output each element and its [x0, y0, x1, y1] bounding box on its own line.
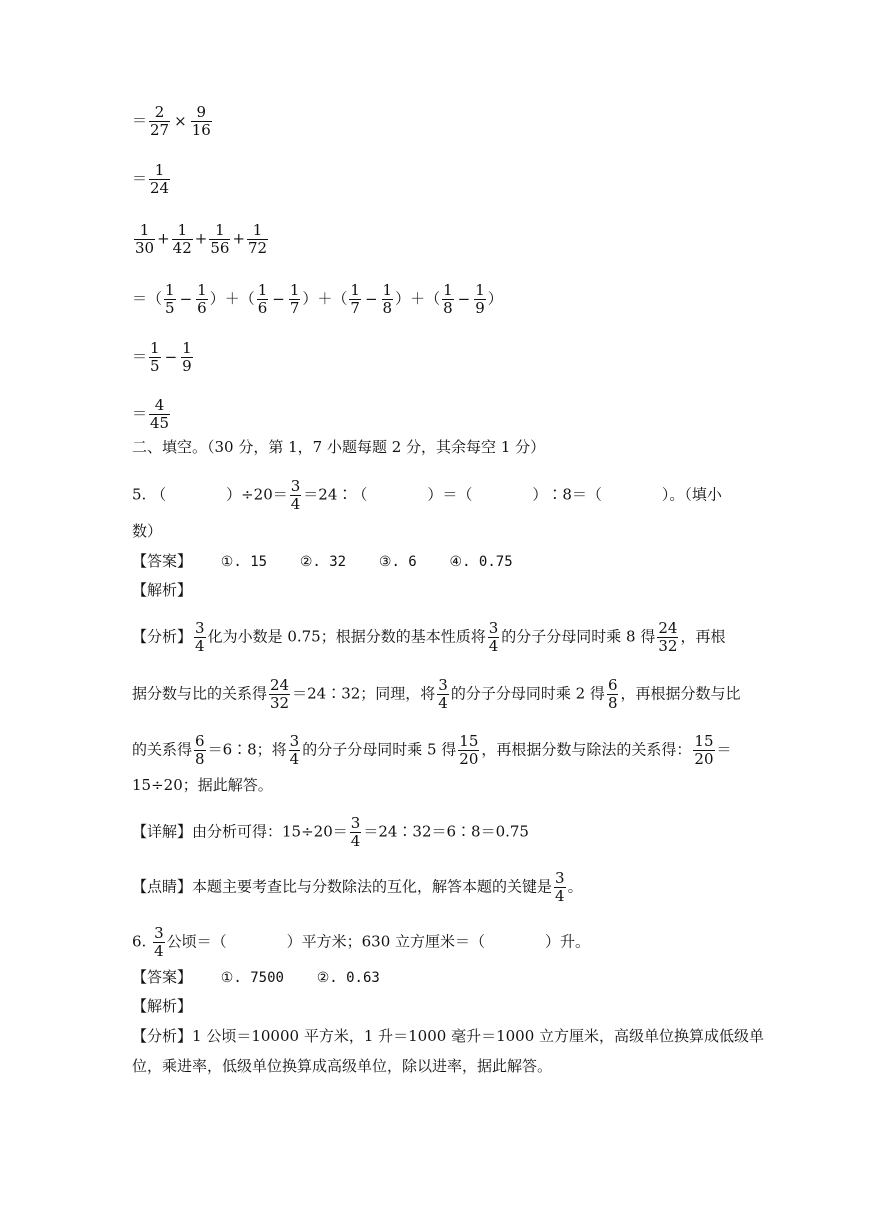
fraction [194, 620, 206, 655]
denominator: 72 [248, 239, 268, 257]
numerator: 1 [382, 281, 393, 299]
question-text: （ ）÷20＝ [151, 485, 288, 504]
close-paren: ） [487, 289, 503, 308]
numerator: 4 [154, 396, 165, 414]
fraction [350, 815, 362, 850]
point-tag: 【点睛】 [132, 877, 193, 896]
analysis-line-1 [132, 1026, 764, 1046]
detail-line [132, 815, 529, 850]
denominator: 32 [658, 637, 678, 655]
denominator: 8 [382, 299, 393, 317]
minus-sign: − [179, 289, 193, 308]
minus-sign: − [364, 289, 378, 308]
fraction [149, 162, 170, 197]
fraction [554, 870, 566, 905]
answer-item: ①. 7500 [220, 970, 284, 986]
analysis-label: 【解析】 [132, 581, 193, 599]
fraction [607, 677, 619, 712]
fraction [442, 282, 454, 317]
answer-item: ③. 6 [378, 554, 417, 570]
analysis-text: 的分子分母同时乘 5 得 [302, 740, 457, 759]
numerator: 1 [182, 339, 192, 357]
point-line [132, 870, 583, 905]
numerator: 15 [694, 732, 714, 750]
numerator: 1 [252, 221, 263, 239]
minus-sign: − [164, 347, 178, 366]
question-text: 公顷＝（ ）平方米；630 立方厘米＝（ ）升。 [166, 932, 591, 951]
denominator: 4 [154, 942, 164, 960]
numerator: 24 [270, 676, 290, 694]
denominator: 45 [150, 414, 170, 432]
analysis-text: ，再根 [680, 627, 726, 646]
answer-label: 【答案】 [132, 552, 193, 570]
calc-telescoped [132, 340, 195, 375]
denominator: 4 [555, 887, 565, 905]
question-text: ＝24∶（ ）＝（ ）∶8＝（ ）。（填小 [303, 485, 722, 504]
calc-split-expression [132, 282, 503, 317]
point-text: 。 [567, 877, 583, 896]
numerator: 1 [289, 281, 300, 299]
plus-sign: + [157, 229, 170, 248]
numerator: 3 [195, 619, 205, 637]
denominator: 9 [475, 299, 485, 317]
fraction [149, 397, 170, 432]
numerator: 3 [555, 869, 565, 887]
numerator: 6 [195, 732, 205, 750]
question-number: 5. [132, 485, 147, 504]
fraction [196, 282, 208, 317]
plus-sign: + [194, 229, 208, 248]
numerator: 1 [154, 161, 165, 179]
numerator: 1 [475, 281, 485, 299]
calc-sum-expression [132, 222, 270, 257]
fraction [257, 282, 269, 317]
numerator: 1 [350, 281, 360, 299]
calc-step-1 [132, 104, 214, 139]
numerator: 1 [443, 281, 453, 299]
numerator: 1 [257, 281, 268, 299]
denominator: 4 [438, 694, 448, 712]
question-5-cont: 数） [132, 522, 163, 540]
fraction [382, 282, 394, 317]
fraction [474, 282, 486, 317]
fraction [149, 340, 161, 375]
denominator: 7 [289, 299, 300, 317]
denominator: 8 [443, 299, 453, 317]
denominator: 32 [270, 694, 290, 712]
numerator: 3 [438, 676, 448, 694]
question-5 [132, 478, 722, 513]
equals-sign: ＝ [132, 111, 148, 130]
fraction [247, 222, 268, 257]
numerator: 9 [196, 103, 206, 121]
fraction [290, 478, 302, 513]
fraction [181, 340, 193, 375]
answer-item: ①. 15 [220, 554, 268, 570]
answer-item: ②. 32 [299, 554, 347, 570]
analysis-text: ＝24∶32；同理，将 [292, 684, 436, 703]
analysis-text: 据分数与比的关系得 [132, 684, 268, 703]
numerator: 24 [658, 619, 678, 637]
question-number: 6. [132, 932, 147, 951]
denominator: 5 [150, 357, 160, 375]
answer-item: ④. 0.75 [449, 554, 513, 570]
analysis-text: ＝6∶8；将 [207, 740, 287, 759]
plus-sign: + [232, 229, 246, 248]
calc-result [132, 397, 172, 432]
detail-tag: 【详解】 [132, 822, 193, 841]
fraction [693, 733, 714, 768]
detail-text: ＝24∶32＝6∶8＝0.75 [363, 822, 529, 841]
section-heading: 二、填空。（30 分，第 1，7 小题每题 2 分，其余每空 1 分） [132, 438, 546, 456]
denominator: 4 [195, 637, 205, 655]
analysis-label: 【解析】 [132, 997, 193, 1015]
detail-text: 由分析可得：15÷20＝ [192, 822, 348, 841]
analysis-line-2: 位，乘进率，低级单位换算成高级单位，除以进率，据此解答。 [132, 1057, 553, 1075]
minus-sign: − [272, 289, 285, 308]
fraction [289, 733, 301, 768]
denominator: 30 [135, 239, 155, 257]
analysis-line-2 [132, 677, 741, 712]
denominator: 6 [257, 299, 268, 317]
paren-plus: ）＋（ [209, 289, 255, 308]
numerator: 1 [177, 221, 187, 239]
analysis-text: ＝ [716, 740, 732, 759]
fraction [657, 620, 678, 655]
analysis-text: 的分子分母同时乘 2 得 [450, 684, 605, 703]
fraction [191, 104, 212, 139]
numerator: 2 [154, 103, 165, 121]
numerator: 3 [290, 477, 301, 495]
fraction [458, 733, 479, 768]
denominator: 20 [459, 750, 479, 768]
numerator: 6 [607, 676, 618, 694]
paren-plus: ）＋（ [302, 289, 348, 308]
analysis-line-1 [132, 620, 725, 655]
question-6 [132, 925, 590, 960]
analysis-text: ，再根据分数与除法的关系得： [481, 740, 692, 759]
numerator: 15 [459, 732, 479, 750]
numerator: 1 [139, 221, 150, 239]
analysis-text: 的关系得 [132, 740, 193, 759]
fraction [153, 925, 165, 960]
answer-label: 【答案】 [132, 968, 193, 986]
denominator: 4 [289, 750, 300, 768]
denominator: 27 [150, 121, 170, 139]
fraction [289, 282, 301, 317]
fraction [164, 282, 176, 317]
denominator: 6 [197, 299, 207, 317]
equals-sign: ＝ [132, 347, 148, 366]
numerator: 3 [154, 924, 164, 942]
fraction [149, 104, 170, 139]
denominator: 56 [210, 239, 230, 257]
fraction [269, 677, 290, 712]
analysis-text: 1 公顷＝10000 平方米，1 升＝1000 毫升＝1000 立方厘米，高级单位换算成低级单 [192, 1027, 765, 1045]
analysis-text: 化为小数是 0.75；根据分数的基本性质将 [207, 627, 486, 646]
equals-sign: ＝ [132, 404, 148, 423]
analysis-tag: 【分析】 [132, 627, 193, 646]
numerator: 1 [215, 221, 225, 239]
analysis-text: 的分子分母同时乘 8 得 [501, 627, 656, 646]
fraction [172, 222, 193, 257]
fraction [437, 677, 449, 712]
denominator: 7 [350, 299, 360, 317]
equals-sign: ＝ [132, 169, 148, 188]
numerator: 3 [488, 619, 499, 637]
fraction [349, 282, 361, 317]
numerator: 1 [165, 281, 175, 299]
point-text: 本题主要考查比与分数除法的互化，解答本题的关键是 [192, 877, 553, 896]
analysis-text: ，再根据分数与比 [620, 684, 741, 703]
answer-row [132, 551, 513, 572]
answer-item: ②. 0.63 [316, 970, 380, 986]
denominator: 24 [150, 179, 170, 197]
equals-paren: ＝（ [132, 289, 163, 308]
minus-sign: − [457, 289, 471, 308]
times-sign: × [174, 111, 187, 130]
denominator: 42 [172, 239, 192, 257]
denominator: 4 [290, 495, 301, 513]
paren-plus: ）＋（ [395, 289, 441, 308]
denominator: 8 [607, 694, 618, 712]
denominator: 20 [694, 750, 714, 768]
calc-step-2 [132, 162, 172, 197]
fraction [194, 733, 206, 768]
fraction [134, 222, 155, 257]
numerator: 3 [289, 732, 300, 750]
denominator: 8 [195, 750, 205, 768]
denominator: 16 [191, 121, 211, 139]
answer-row [132, 967, 380, 988]
fraction [209, 222, 230, 257]
numerator: 3 [350, 814, 361, 832]
denominator: 4 [350, 832, 361, 850]
analysis-line-4: 15÷20；据此解答。 [132, 776, 273, 794]
denominator: 9 [182, 357, 192, 375]
denominator: 5 [165, 299, 175, 317]
numerator: 1 [150, 339, 160, 357]
analysis-tag: 【分析】 [132, 1027, 193, 1045]
fraction [488, 620, 500, 655]
analysis-line-3 [132, 733, 732, 768]
numerator: 1 [197, 281, 207, 299]
denominator: 4 [488, 637, 499, 655]
